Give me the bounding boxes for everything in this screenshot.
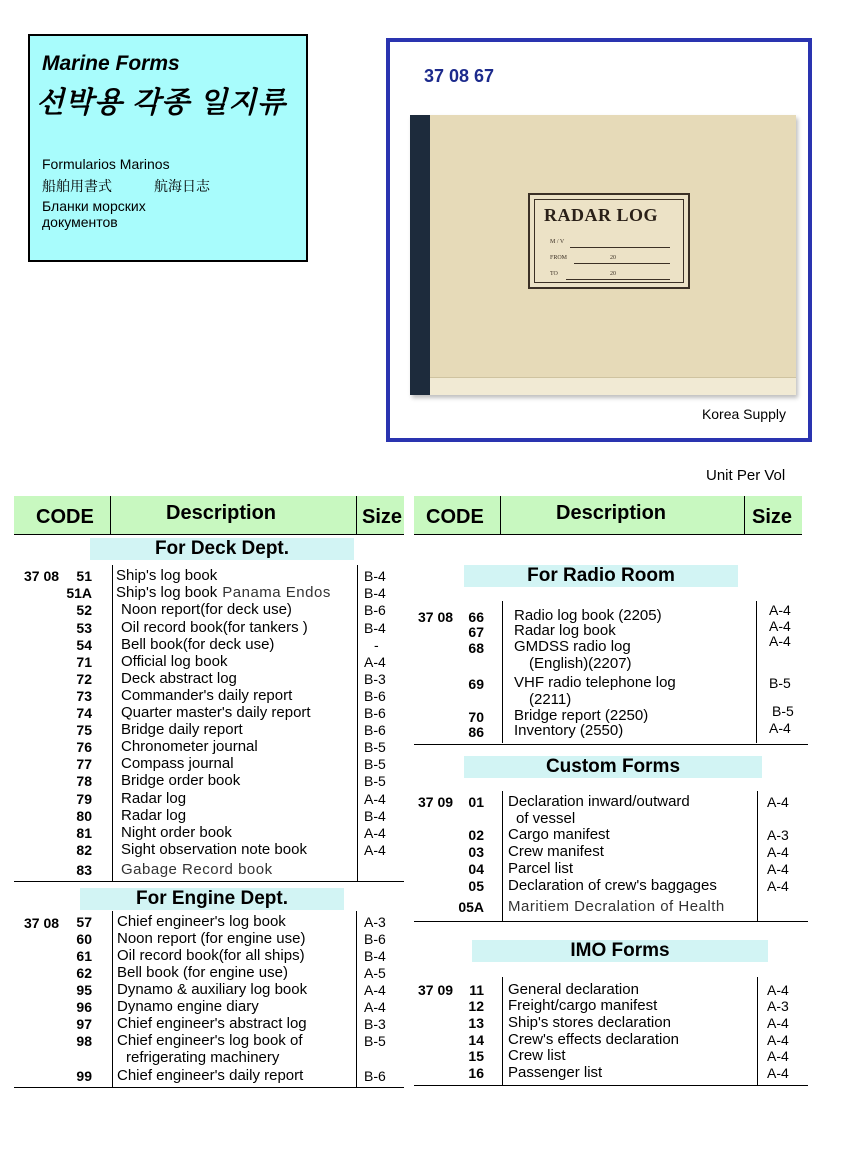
radio-row-69-size: B-5 [769,675,791,691]
book-label-from: FROM [550,255,568,261]
deck-row-76-description: Chronometer journal [121,738,258,755]
imo-row-13-size: A-4 [767,1015,789,1031]
product-code: 37 08 67 [424,66,495,86]
custom-row-05-code: 05 [468,878,484,894]
engine-row-98-size: B-5 [364,1033,386,1049]
custom-row-01-description: Declaration inward/outward [508,793,690,810]
deck-row-76-size: B-5 [364,739,386,755]
section-engine-dept: For Engine Dept. [80,888,344,910]
custom-row-02-code: 02 [468,827,484,843]
deck-row-72-code: 72 [76,671,92,687]
deck-row-81-size: A-4 [364,825,386,841]
engine-row-98-description-line2: refrigerating machinery [126,1049,280,1066]
title-japanese-2: 航海日志 [154,178,210,194]
deck-row-75-description: Bridge daily report [121,721,243,738]
title-korean: 선박용 각종 일지류 [36,87,287,119]
imo-row-13-description: Ship's stores declaration [508,1014,671,1031]
radio-row-70-code: 70 [468,709,484,725]
radio-row-66-size: A-4 [769,602,791,618]
engine-row-96-size: A-4 [364,999,386,1015]
radio-row-69-code: 69 [468,676,484,692]
engine-row-99-code: 99 [76,1068,92,1084]
engine-row-57-size: A-3 [364,914,386,930]
engine-row-97-code: 97 [76,1016,92,1032]
deck-row-51-code: 51 [76,568,92,584]
book-label-title: RADAR LOG [544,205,659,225]
imo-row-11-size: A-4 [767,982,789,998]
engine-row-62-code: 62 [76,965,92,981]
engine-row-96-description: Dynamo engine diary [117,998,259,1015]
engine-row-60-description: Noon report (for engine use) [117,930,306,947]
radio-row-70-description: Bridge report (2250) [514,707,649,724]
deck-row-76-code: 76 [76,739,92,755]
radio-row-68-description-line2: (English)(2207) [529,655,632,672]
custom-row-02-description: Cargo manifest [508,826,610,843]
deck-row-83-description: Gabage Record book [121,861,273,878]
right-header-size: Size [752,506,793,528]
deck-row-75-size: B-6 [364,722,386,738]
product-photo-box [386,38,812,442]
deck-row-83-code: 83 [76,862,92,878]
deck-row-77-size: B-5 [364,756,386,772]
deck-row-74-code: 74 [76,705,92,721]
deck-row-78-size: B-5 [364,773,386,789]
custom-code-prefix: 37 09 [418,794,454,810]
deck-row-51A-size: B-4 [364,585,386,601]
custom-row-01-code: 01 [468,794,484,810]
engine-row-62-description: Bell book (for engine use) [117,964,288,981]
deck-row-82-size: A-4 [364,842,386,858]
engine-row-98-code: 98 [76,1033,92,1049]
book-pages [430,377,796,395]
custom-row-05A-code: 05A [458,899,484,915]
deck-row-51-description: Ship's log book [116,567,218,584]
deck-row-80-code: 80 [76,808,92,824]
book-spine [410,115,430,395]
deck-row-54-description: Bell book(for deck use) [121,636,275,653]
engine-row-61-description: Oil record book(for all ships) [117,947,305,964]
section-imo-forms: IMO Forms [472,940,768,962]
section-deck-dept: For Deck Dept. [90,538,354,560]
radio-row-70-size: B-5 [772,703,794,719]
radio-row-68-code: 68 [468,640,484,656]
imo-code-prefix: 37 09 [418,982,454,998]
deck-row-71-description: Official log book [121,653,228,670]
engine-row-61-size: B-4 [364,948,386,964]
imo-row-16-size: A-4 [767,1065,789,1081]
book-label [528,193,690,289]
deck-row-82-code: 82 [76,842,92,858]
left-header-size: Size [362,506,403,528]
deck-row-54-size: - [374,637,379,653]
radio-row-67-size: A-4 [769,618,791,634]
custom-row-02-size: A-3 [767,827,789,843]
right-header-description: Description [556,502,667,524]
right-header-code: CODE [426,506,484,528]
book-label-20b: 20 [610,271,616,277]
radio-row-68-size: A-4 [769,633,791,649]
engine-row-62-size: A-5 [364,965,386,981]
engine-row-95-size: A-4 [364,982,386,998]
left-header-code: CODE [36,506,94,528]
deck-row-78-code: 78 [76,773,92,789]
deck-row-73-description: Commander's daily report [121,687,293,704]
engine-row-61-code: 61 [76,948,92,964]
imo-row-14-size: A-4 [767,1032,789,1048]
radio-row-66-description: Radio log book (2205) [514,607,662,624]
deck-row-82-description: Sight observation note book [121,841,307,858]
imo-row-16-code: 16 [468,1065,484,1081]
imo-row-12-description: Freight/cargo manifest [508,997,658,1014]
custom-row-05-size: A-4 [767,878,789,894]
custom-row-04-code: 04 [468,861,484,877]
custom-row-05A-description: Maritiem Decralation of Health [508,898,725,915]
radio-row-86-size: A-4 [769,720,791,736]
deck-row-53-description: Oil record book(for tankers ) [121,619,308,636]
custom-row-05-description: Declaration of crew's baggages [508,877,717,894]
deck-row-72-size: B-3 [364,671,386,687]
imo-row-11-description: General declaration [508,981,639,998]
deck-row-75-code: 75 [76,722,92,738]
book-label-to: TO [550,271,558,277]
radio-row-86-description: Inventory (2550) [514,722,624,739]
imo-row-12-size: A-3 [767,998,789,1014]
title-russian-2: документов [42,214,118,230]
custom-row-03-code: 03 [468,844,484,860]
deck-row-74-description: Quarter master's daily report [121,704,311,721]
deck-row-79-size: A-4 [364,791,386,807]
radar-log-book-image [410,115,796,395]
engine-row-97-description: Chief engineer's abstract log [117,1015,307,1032]
engine-row-57-description: Chief engineer's log book [117,913,286,930]
deck-row-71-size: A-4 [364,654,386,670]
imo-row-14-code: 14 [468,1032,484,1048]
deck-row-51-size: B-4 [364,568,386,584]
custom-row-01-size: A-4 [767,794,789,810]
supplier-label: Korea Supply [701,406,786,422]
title-japanese-1: 船舶用書式 [42,178,112,194]
deck-row-77-description: Compass journal [121,755,234,772]
radio-row-69-description: VHF radio telephone log [514,674,676,691]
section-custom-forms: Custom Forms [464,756,762,778]
deck-row-53-code: 53 [76,620,92,636]
imo-row-12-code: 12 [468,998,484,1014]
radio-row-68-description: GMDSS radio log [514,638,631,655]
engine-row-99-description: Chief engineer's daily report [117,1067,304,1084]
radio-row-86-code: 86 [468,724,484,740]
deck-row-79-code: 79 [76,791,92,807]
deck-row-72-description: Deck abstract log [121,670,237,687]
book-label-mv: M / V [550,239,565,245]
deck-row-78-description: Bridge order book [121,772,241,789]
title-english: Marine Forms [42,52,180,75]
section-radio-room: For Radio Room [464,565,738,587]
deck-row-54-code: 54 [76,637,92,653]
title-russian-1: Бланки морских [42,198,146,214]
left-header-description: Description [166,502,277,524]
deck-row-51A-description: Ship's log book Panama Endos [116,584,331,601]
deck-row-51A-code: 51A [66,585,92,601]
deck-row-71-code: 71 [76,654,92,670]
imo-row-16-description: Passenger list [508,1064,603,1081]
deck-row-80-size: B-4 [364,808,386,824]
deck-code-prefix: 37 08 [24,568,60,584]
engine-row-60-code: 60 [76,931,92,947]
imo-row-14-description: Crew's effects declaration [508,1031,679,1048]
deck-row-80-description: Radar log [121,807,187,824]
book-label-20a: 20 [610,255,616,261]
deck-row-73-code: 73 [76,688,92,704]
deck-row-53-size: B-4 [364,620,386,636]
engine-row-96-code: 96 [76,999,92,1015]
radio-row-69-description-line2: (2211) [529,691,572,708]
custom-row-03-size: A-4 [767,844,789,860]
engine-row-99-size: B-6 [364,1068,386,1084]
imo-row-15-size: A-4 [767,1048,789,1064]
radio-row-67-description: Radar log book [514,622,616,639]
engine-row-57-code: 57 [76,914,92,930]
deck-row-81-code: 81 [76,825,92,841]
deck-row-73-size: B-6 [364,688,386,704]
deck-row-81-description: Night order book [121,824,232,841]
deck-row-52-code: 52 [76,602,92,618]
engine-code-prefix: 37 08 [24,915,60,931]
custom-row-04-description: Parcel list [508,860,574,877]
deck-row-77-code: 77 [76,756,92,772]
imo-row-15-code: 15 [468,1048,484,1064]
title-box [28,34,308,262]
unit-per-vol-label: Unit Per Vol [706,467,786,484]
deck-row-52-size: B-6 [364,602,386,618]
engine-row-98-description: Chief engineer's log book of [117,1032,303,1049]
radio-row-66-code: 66 [468,609,484,625]
imo-row-15-description: Crew list [508,1047,566,1064]
engine-row-97-size: B-3 [364,1016,386,1032]
custom-row-03-description: Crew manifest [508,843,604,860]
deck-row-79-description: Radar log [121,790,187,807]
imo-row-11-code: 11 [469,982,484,998]
engine-row-95-code: 95 [76,982,92,998]
title-spanish: Formularios Marinos [42,156,170,172]
deck-row-51A-note: Panama Endos [222,584,331,601]
deck-row-74-size: B-6 [364,705,386,721]
imo-row-13-code: 13 [468,1015,484,1031]
engine-row-60-size: B-6 [364,931,386,947]
engine-row-95-description: Dynamo & auxiliary log book [117,981,308,998]
deck-row-52-description: Noon report(for deck use) [121,601,292,618]
custom-row-04-size: A-4 [767,861,789,877]
radio-row-67-code: 67 [468,624,484,640]
radio-code-prefix: 37 08 [418,609,454,625]
custom-row-01-description-line2: of vessel [516,810,576,827]
